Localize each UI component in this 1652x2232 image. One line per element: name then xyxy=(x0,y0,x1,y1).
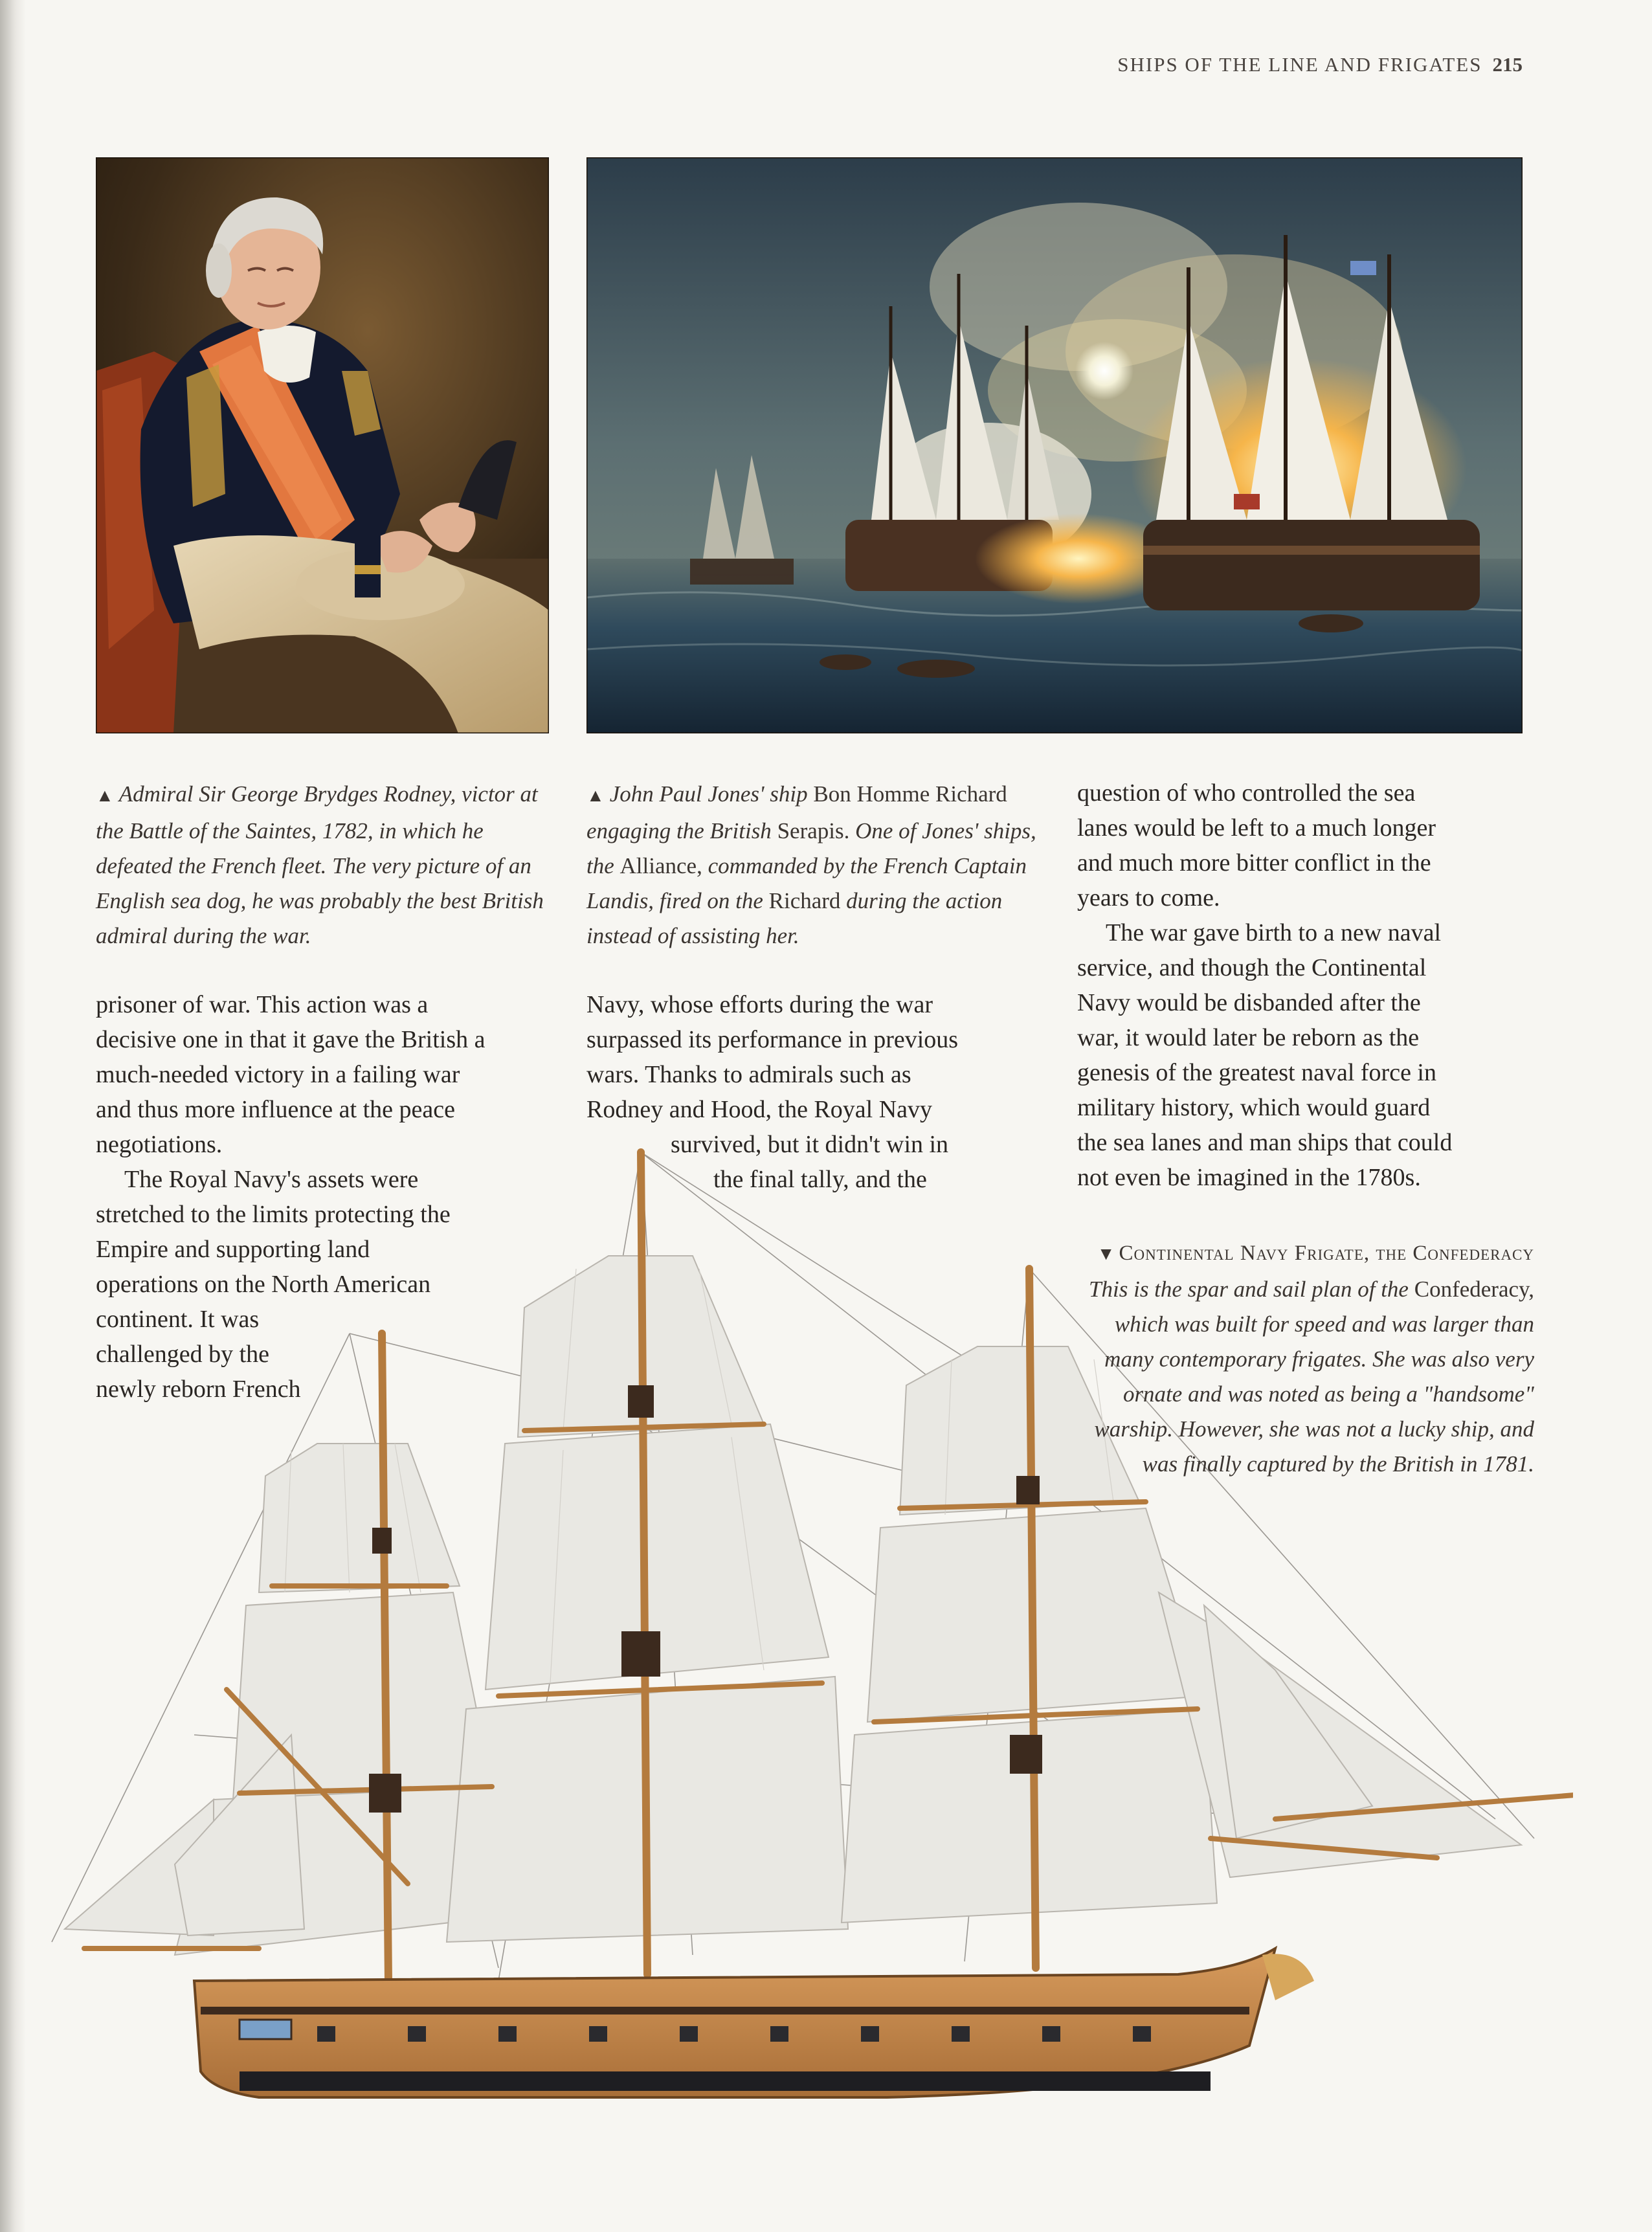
battle-painting-image xyxy=(586,157,1523,733)
running-title: SHIPS OF THE LINE AND FRIGATES xyxy=(1117,53,1482,76)
down-arrow-icon: ▼ xyxy=(1097,1244,1115,1264)
body-column-3 xyxy=(1077,776,1530,1195)
paragraph: The Royal Navy's assets were stretched to the limits protecting the Empire and supporting land operations on the North American continent. It was challenged by the newly reborn French xyxy=(96,1166,451,1403)
paragraph: prisoner of war. This action was a decisive one in that it gave the British a much-needed victory in a failing war and thus more influence at the peace negotiations. xyxy=(96,991,486,1158)
frigate-caption-heading: Continental Navy Frigate, the Confederacy xyxy=(1119,1242,1534,1265)
portrait-rodney-image xyxy=(96,157,549,733)
paragraph: Navy, whose efforts during the war surpassed its performance in previous wars. Thanks to admirals such as Rodney and Hood, the Royal Navy survived, but it didn't win in the final tally, and the xyxy=(586,991,959,1193)
paragraph: The war gave birth to a new naval service, and though the Continental Navy would be disbanded after the war, it would later be reborn as the genesis of the greatest naval force in military history, which would guard the sea lanes and man ships that could not even be imagined in the 1780s. xyxy=(1077,919,1453,1191)
page-number: 215 xyxy=(1492,53,1523,76)
portrait-caption xyxy=(96,777,555,954)
page-gutter-shadow xyxy=(0,0,26,2232)
frigate-caption: ▼ Continental Navy Frigate, the Confederacy This is the spar and sail plan of the Confederacy, which was built for speed and was larger than many contemporary frigates. She was also very ornate and was noted as being a "handsome" warship. However, she was not a lucky ship, and was finally captured by the British in 1781. xyxy=(1089,1242,1534,1477)
paragraph: question of who controlled the sea lanes would be left to a much longer and much more bitter conflict in the years to come. xyxy=(1077,779,1436,911)
running-head xyxy=(1117,53,1523,76)
up-arrow-icon: ▲ xyxy=(586,786,605,806)
portrait-caption-text: Admiral Sir George Brydges Rodney, victor at the Battle of the Saintes, 1782, in which he defeated the French fleet. The very picture of an English sea dog, he was probably the best British admiral during the war. xyxy=(96,781,544,948)
up-arrow-icon: ▲ xyxy=(96,786,114,806)
battle-caption: ▲ John Paul Jones' ship Bon Homme Richard engaging the British Serapis. One of Jones' ships, the Alliance, commanded by the French Captain Landis, fired on the Richard during the action instead of assisting her. xyxy=(586,781,1036,948)
